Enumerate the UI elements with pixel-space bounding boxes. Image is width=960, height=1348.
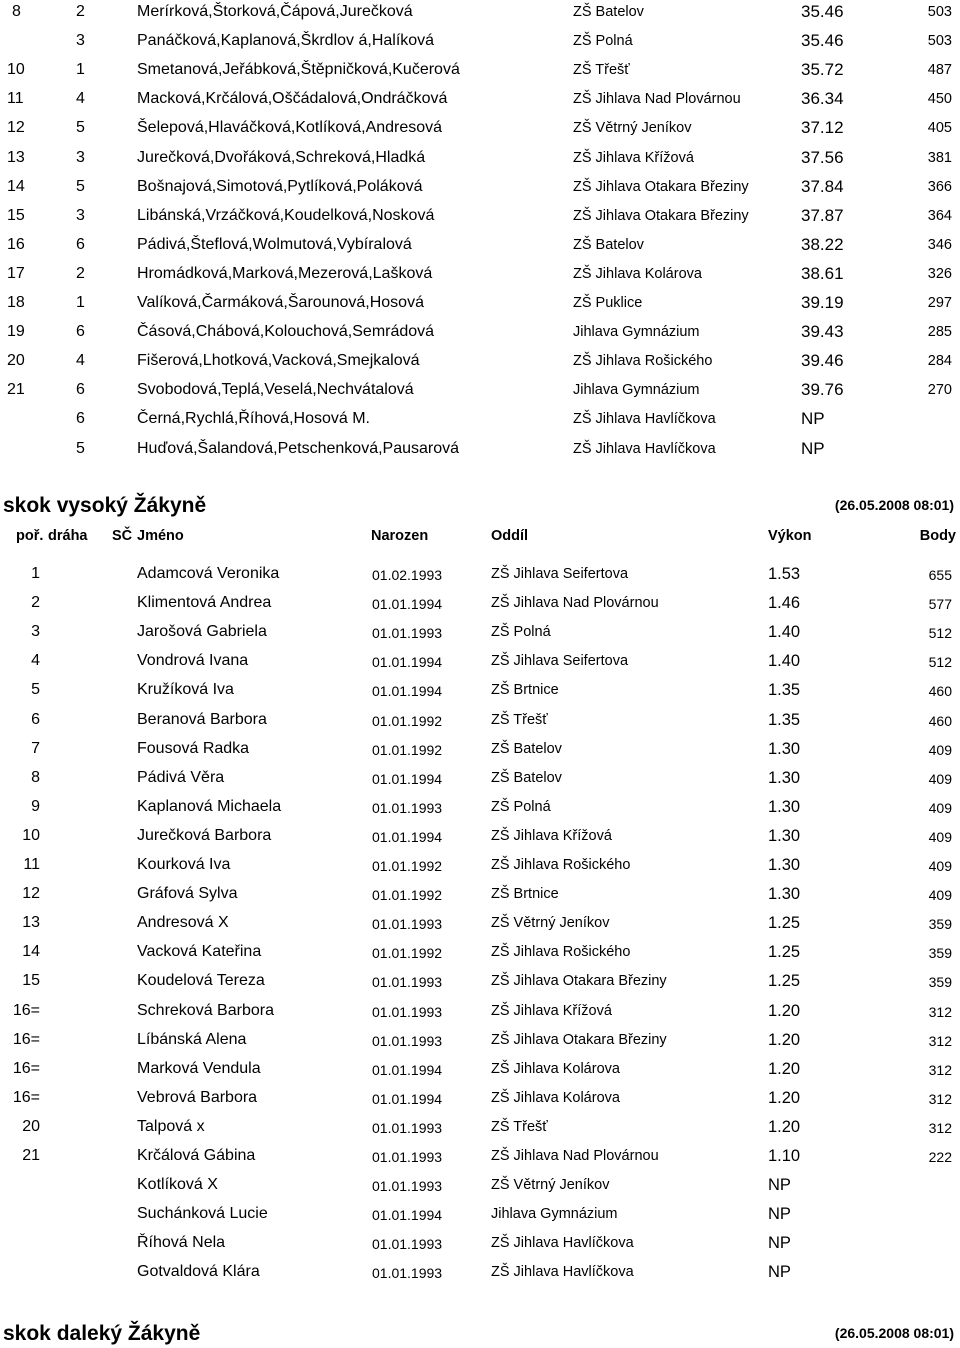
birth-date: 01.01.1993 <box>372 1265 443 1282</box>
header-born: Narozen <box>371 528 429 544</box>
club-name: ZŠ Jihlava Křížová <box>491 1002 612 1019</box>
result-value: 1.46 <box>768 594 801 613</box>
birth-date: 01.01.1993 <box>372 1236 443 1253</box>
birth-date: 01.01.1994 <box>372 596 443 613</box>
athlete-name: Říhová Nela <box>137 1234 226 1252</box>
points-value: 409 <box>928 799 952 816</box>
result-value: 1.53 <box>768 565 801 583</box>
header-name: Jméno <box>137 528 184 544</box>
points-value: 359 <box>928 916 952 933</box>
club-name: ZŠ Batelov <box>491 740 562 757</box>
relay-lane: 5 <box>76 439 85 457</box>
birth-date: 01.01.1994 <box>372 828 443 845</box>
result-rank: 14 <box>22 943 40 961</box>
result-rank: 16= <box>12 1059 40 1077</box>
relay-club: ZŠ Polná <box>573 33 633 50</box>
relay-rank: 20 <box>7 352 25 370</box>
result-value: NP <box>768 1234 791 1253</box>
relay-lane: 5 <box>76 177 85 195</box>
relay-team-names: Čásová,Chábová,Kolouchová,Semrádová <box>137 323 435 341</box>
table-row <box>0 737 960 766</box>
relay-team-names: Libánská,Vrzáčková,Koudelková,Nosková <box>137 206 435 224</box>
relay-club: ZŠ Batelov <box>573 4 644 20</box>
relay-lane: 4 <box>76 352 85 370</box>
athlete-name: Klimentová Andrea <box>137 594 272 612</box>
relay-rank: 10 <box>7 61 25 79</box>
relay-result: NP <box>801 438 825 458</box>
relay-team-names: Svobodová,Teplá,Veselá,Nechvátalová <box>137 381 414 399</box>
points-value: 312 <box>928 1119 952 1136</box>
result-value: NP <box>768 1205 791 1224</box>
relay-team-names: Valíková,Čarmáková,Šarounová,Hosová <box>137 294 424 311</box>
relay-points: 297 <box>927 295 952 311</box>
relay-result: 39.19 <box>801 293 844 312</box>
header-points: Body <box>919 528 956 544</box>
relay-club: ZŠ Jihlava Křížová <box>573 149 694 166</box>
athlete-name: Jarošová Gabriela <box>137 623 267 641</box>
relay-points: 381 <box>927 149 952 166</box>
result-value: 1.20 <box>768 1117 801 1136</box>
relay-result: 36.34 <box>801 89 844 109</box>
relay-result: 39.43 <box>801 322 844 342</box>
athlete-name: Kaplanová Michaela <box>137 797 282 815</box>
club-name: ZŠ Batelov <box>491 769 562 786</box>
table-row <box>0 407 960 436</box>
club-name: ZŠ Jihlava Kolárova <box>491 1089 620 1106</box>
birth-date: 01.01.1993 <box>372 625 443 642</box>
result-value: 1.30 <box>768 768 801 787</box>
table-row <box>0 204 960 233</box>
club-name: ZŠ Brtnice <box>491 886 559 903</box>
result-value: 1.30 <box>768 826 801 845</box>
result-value: 1.25 <box>768 914 801 933</box>
club-name: ZŠ Jihlava Havlíčkova <box>491 1235 634 1252</box>
relay-team-names: Smetanová,Jeřábková,Štěpničková,Kučerová <box>137 61 460 79</box>
relay-team-names: Jurečková,Dvořáková,Schreková,Hladká <box>137 148 426 166</box>
relay-club: ZŠ Jihlava Kolárova <box>573 265 702 282</box>
result-rank: 16= <box>12 1030 40 1048</box>
table-row <box>0 58 960 87</box>
birth-date: 01.01.1992 <box>372 887 443 904</box>
table-row <box>0 1028 960 1057</box>
table-row <box>0 320 960 349</box>
club-name: ZŠ Třešť <box>491 711 548 728</box>
athlete-name: Fousová Radka <box>137 739 250 757</box>
relay-lane: 6 <box>76 381 85 399</box>
table-row <box>0 969 960 998</box>
result-value: NP <box>768 1263 791 1282</box>
result-rank: 3 <box>31 623 40 641</box>
birth-date: 01.01.1993 <box>372 916 443 933</box>
athlete-name: Pádivá Věra <box>137 768 225 786</box>
athlete-name: Andresová X <box>137 914 229 932</box>
athlete-name: Jurečková Barbora <box>137 826 272 844</box>
relay-result: NP <box>801 409 825 429</box>
table-header <box>0 526 960 548</box>
relay-rank: 17 <box>7 264 25 282</box>
athlete-name: Vebrová Barbora <box>137 1088 258 1106</box>
relay-result: 37.56 <box>801 147 844 167</box>
club-name: ZŠ Jihlava Nad Plovárnou <box>491 1148 659 1164</box>
relay-rank: 19 <box>7 323 25 341</box>
athlete-name: Koudelová Tereza <box>137 972 265 990</box>
relay-team-names: Fišerová,Lhotková,Vacková,Smejkalová <box>137 352 420 370</box>
club-name: ZŠ Větrný Jeníkov <box>491 1177 610 1194</box>
birth-date: 01.01.1994 <box>372 1061 443 1078</box>
relay-rank: 8 <box>12 3 21 20</box>
club-name: ZŠ Polná <box>491 624 551 641</box>
club-name: ZŠ Jihlava Nad Plovárnou <box>491 595 659 612</box>
table-row <box>0 349 960 378</box>
result-value: 1.20 <box>768 1001 801 1020</box>
athlete-name: Gráfová Sylva <box>137 885 238 903</box>
club-name: ZŠ Jihlava Kolárova <box>491 1060 620 1077</box>
athlete-name: Kourková Iva <box>137 856 231 873</box>
result-value: 1.35 <box>768 681 801 700</box>
relay-rank: 18 <box>7 294 25 311</box>
relay-result: 38.61 <box>801 263 844 283</box>
points-value: 312 <box>928 1090 952 1107</box>
birth-date: 01.01.1993 <box>372 799 443 816</box>
relay-team-names: Pádivá,Šteflová,Wolmutová,Vybíralová <box>137 235 412 253</box>
result-rank: 16= <box>12 1001 40 1019</box>
relay-team-names: Merírková,Štorková,Čápová,Jurečková <box>137 3 413 20</box>
result-rank: 5 <box>31 681 40 699</box>
table-row <box>0 766 960 795</box>
relay-result: 37.84 <box>801 176 844 196</box>
athlete-name: Kotlíková X <box>137 1176 218 1194</box>
relay-rank: 14 <box>7 177 25 195</box>
result-value: 1.30 <box>768 856 801 874</box>
points-value: 460 <box>928 712 952 729</box>
result-rank: 13 <box>22 914 40 932</box>
relay-team-names: Huďová,Šalandová,Petschenková,Pausarová <box>137 439 460 457</box>
club-name: ZŠ Brtnice <box>491 682 559 699</box>
result-rank: 11 <box>23 856 40 873</box>
points-value: 222 <box>928 1149 952 1165</box>
relay-points: 270 <box>927 382 952 399</box>
relay-lane: 1 <box>76 294 85 311</box>
birth-date: 01.01.1994 <box>372 654 443 671</box>
relay-club: ZŠ Puklice <box>573 295 643 311</box>
table-row <box>0 437 960 466</box>
relay-club: ZŠ Jihlava Nad Plovárnou <box>573 91 741 108</box>
table-row <box>0 1115 960 1144</box>
result-rank: 6 <box>31 710 40 728</box>
result-rank: 20 <box>22 1117 40 1135</box>
relay-points: 284 <box>927 353 952 370</box>
result-value: 1.25 <box>768 943 801 962</box>
section-title-long-jump: skok daleký Žákyně <box>3 1322 201 1345</box>
points-value: 312 <box>928 1003 952 1020</box>
relay-lane: 6 <box>76 323 85 341</box>
points-value: 359 <box>928 945 952 962</box>
relay-rank: 16 <box>7 235 25 253</box>
club-name: ZŠ Polná <box>491 798 551 815</box>
relay-points: 346 <box>927 236 952 253</box>
club-name: ZŠ Jihlava Rošického <box>491 857 631 873</box>
table-row <box>0 824 960 853</box>
relay-lane: 1 <box>76 61 85 79</box>
table-row <box>0 1231 960 1260</box>
relay-club: ZŠ Jihlava Havlíčkova <box>573 440 716 457</box>
table-row <box>0 591 960 620</box>
athlete-name: Líbánská Alena <box>137 1030 247 1048</box>
athlete-name: Marková Vendula <box>137 1059 261 1077</box>
table-row <box>0 795 960 824</box>
club-name: ZŠ Jihlava Otakara Březiny <box>491 973 667 990</box>
relay-team-names: Bošnajová,Simotová,Pytlíková,Poláková <box>137 177 423 195</box>
relay-lane: 3 <box>76 32 85 50</box>
relay-team-names: Šelepová,Hlaváčková,Kotlíková,Andresová <box>137 119 443 137</box>
birth-date: 01.01.1994 <box>372 770 443 787</box>
relay-club: ZŠ Jihlava Havlíčkova <box>573 411 716 428</box>
table-row <box>0 1144 960 1173</box>
points-value: 312 <box>928 1061 952 1078</box>
result-value: 1.35 <box>768 710 801 729</box>
result-value: 1.20 <box>768 1088 801 1107</box>
relay-club: Jihlava Gymnázium <box>573 382 700 399</box>
points-value: 409 <box>928 741 952 758</box>
table-row <box>0 1086 960 1115</box>
athlete-name: Krčálová Gábina <box>137 1147 256 1164</box>
result-value: 1.25 <box>768 972 801 991</box>
relay-team-names: Macková,Krčálová,Oščádalová,Ondráčková <box>137 90 448 108</box>
relay-result: 39.76 <box>801 380 844 400</box>
club-name: ZŠ Jihlava Křížová <box>491 827 612 844</box>
birth-date: 01.01.1993 <box>372 1032 443 1049</box>
relay-rank: 11 <box>7 90 24 108</box>
points-value: 655 <box>928 567 952 583</box>
relay-club: ZŠ Větrný Jeníkov <box>573 120 692 137</box>
points-value: 409 <box>928 887 952 904</box>
athlete-name: Schreková Barbora <box>137 1001 274 1019</box>
points-value: 460 <box>928 683 952 700</box>
section-timestamp-long-jump: (26.05.2008 08:01) <box>834 1325 954 1341</box>
club-name: ZŠ Jihlava Rošického <box>491 944 631 961</box>
relay-lane: 3 <box>76 206 85 224</box>
result-value: 1.20 <box>768 1059 801 1078</box>
relay-club: ZŠ Batelov <box>573 236 644 253</box>
points-value: 409 <box>928 858 952 874</box>
club-name: ZŠ Jihlava Seifertova <box>491 566 629 582</box>
relay-rank: 13 <box>7 148 25 166</box>
relay-lane: 2 <box>76 264 85 282</box>
relay-rank: 15 <box>7 206 25 224</box>
relay-result: 39.46 <box>801 351 844 371</box>
table-row <box>0 262 960 291</box>
birth-date: 01.01.1993 <box>372 1149 443 1165</box>
table-row <box>0 882 960 911</box>
result-value: NP <box>768 1176 791 1195</box>
relay-points: 450 <box>927 91 952 108</box>
relay-club: ZŠ Třešť <box>573 62 630 79</box>
table-row <box>0 378 960 407</box>
relay-team-names: Hromádková,Marková,Mezerová,Lašková <box>137 264 433 282</box>
relay-result: 38.22 <box>801 234 844 254</box>
result-value: 1.30 <box>768 739 801 758</box>
relay-rank: 21 <box>7 381 25 399</box>
table-row <box>0 1057 960 1086</box>
relay-result: 35.46 <box>801 2 844 21</box>
result-rank: 4 <box>31 652 40 670</box>
club-name: ZŠ Větrný Jeníkov <box>491 915 610 932</box>
result-rank: 7 <box>31 739 40 757</box>
points-value: 312 <box>928 1032 952 1049</box>
points-value: 359 <box>928 974 952 991</box>
athlete-name: Beranová Barbora <box>137 710 267 728</box>
points-value: 577 <box>928 596 952 613</box>
athlete-name: Vacková Kateřina <box>137 943 262 961</box>
points-value: 512 <box>928 625 952 642</box>
relay-club: ZŠ Jihlava Rošického <box>573 353 713 370</box>
table-row <box>0 0 960 29</box>
relay-result: 37.87 <box>801 205 844 225</box>
relay-team-names: Černá,Rychlá,Říhová,Hosová M. <box>137 410 370 428</box>
relay-points: 366 <box>927 178 952 195</box>
header-club: Oddíl <box>491 528 529 544</box>
table-row <box>0 233 960 262</box>
club-name: ZŠ Jihlava Otakara Březiny <box>491 1031 667 1048</box>
table-row <box>0 116 960 145</box>
result-value: 1.40 <box>768 652 801 671</box>
table-row <box>0 708 960 737</box>
relay-rank: 12 <box>7 119 25 137</box>
table-row <box>0 620 960 649</box>
table-row <box>0 1173 960 1202</box>
header-rank: poř. <box>16 528 44 544</box>
table-row <box>0 562 960 591</box>
birth-date: 01.01.1994 <box>372 683 443 700</box>
club-name: ZŠ Jihlava Seifertova <box>491 653 629 670</box>
club-name: ZŠ Jihlava Havlíčkova <box>491 1264 634 1281</box>
table-row <box>0 29 960 58</box>
result-rank: 15 <box>22 972 40 990</box>
result-value: 1.20 <box>768 1030 801 1049</box>
relay-points: 364 <box>927 207 952 224</box>
relay-result: 37.12 <box>801 118 844 138</box>
relay-points: 405 <box>927 120 952 137</box>
birth-date: 01.01.1993 <box>372 1178 443 1195</box>
relay-result: 35.72 <box>801 60 844 80</box>
result-value: 1.40 <box>768 623 801 642</box>
result-value: 1.30 <box>768 797 801 816</box>
result-rank: 2 <box>31 594 40 612</box>
section-timestamp-high-jump: (26.05.2008 08:01) <box>834 497 954 513</box>
result-value: 1.10 <box>768 1147 801 1165</box>
relay-lane: 3 <box>76 148 85 166</box>
birth-date: 01.02.1993 <box>372 567 443 583</box>
result-rank: 21 <box>22 1147 40 1164</box>
athlete-name: Gotvaldová Klára <box>137 1263 260 1281</box>
relay-lane: 4 <box>76 90 85 108</box>
birth-date: 01.01.1994 <box>372 1090 443 1107</box>
relay-points: 326 <box>927 265 952 282</box>
result-value: 1.30 <box>768 885 801 904</box>
result-rank: 16= <box>12 1088 40 1106</box>
birth-date: 01.01.1992 <box>372 858 443 874</box>
points-value: 512 <box>928 654 952 671</box>
table-row <box>0 678 960 707</box>
club-name: ZŠ Třešť <box>491 1118 548 1135</box>
athlete-name: Kružíková Iva <box>137 681 234 699</box>
table-row <box>0 999 960 1028</box>
relay-team-names: Panáčková,Kaplanová,Škrdlov á,Halíková <box>137 32 435 50</box>
relay-club: ZŠ Jihlava Otakara Březiny <box>573 178 749 195</box>
table-row <box>0 291 960 320</box>
result-rank: 8 <box>31 768 40 786</box>
table-row <box>0 853 960 882</box>
table-row <box>0 649 960 678</box>
result-rank: 12 <box>22 885 40 903</box>
points-value: 409 <box>928 828 952 845</box>
table-row <box>0 146 960 175</box>
table-row <box>0 940 960 969</box>
relay-lane: 5 <box>76 119 85 137</box>
athlete-name: Adamcová Veronika <box>137 565 280 582</box>
table-row <box>0 87 960 116</box>
table-row <box>0 175 960 204</box>
relay-lane: 6 <box>76 410 85 428</box>
relay-result: 35.46 <box>801 31 844 51</box>
header-lane: dráha <box>48 528 88 544</box>
table-row <box>0 1202 960 1231</box>
birth-date: 01.01.1994 <box>372 1207 443 1224</box>
birth-date: 01.01.1992 <box>372 945 443 962</box>
relay-lane: 6 <box>76 235 85 253</box>
athlete-name: Suchánková Lucie <box>137 1205 268 1223</box>
table-row <box>0 911 960 940</box>
birth-date: 01.01.1993 <box>372 1119 443 1136</box>
points-value: 409 <box>928 770 952 787</box>
section-title-high-jump: skok vysoký Žákyně <box>3 494 207 517</box>
relay-club: Jihlava Gymnázium <box>573 324 700 341</box>
result-rank: 1 <box>31 565 40 582</box>
birth-date: 01.01.1992 <box>372 712 443 729</box>
club-name: Jihlava Gymnázium <box>491 1206 618 1223</box>
relay-points: 487 <box>927 62 952 79</box>
result-rank: 10 <box>22 826 40 844</box>
birth-date: 01.01.1992 <box>372 741 443 758</box>
relay-points: 285 <box>927 324 952 341</box>
relay-points: 503 <box>927 4 952 20</box>
table-row <box>0 1260 960 1289</box>
header-result: Výkon <box>768 528 812 544</box>
birth-date: 01.01.1993 <box>372 1003 443 1020</box>
relay-club: ZŠ Jihlava Otakara Březiny <box>573 207 749 224</box>
relay-points: 503 <box>927 33 952 50</box>
birth-date: 01.01.1993 <box>372 974 443 991</box>
header-bib: SČ <box>112 528 133 544</box>
athlete-name: Vondrová Ivana <box>137 652 249 670</box>
relay-lane: 2 <box>76 3 85 20</box>
result-rank: 9 <box>31 797 40 815</box>
athlete-name: Talpová x <box>137 1117 205 1135</box>
